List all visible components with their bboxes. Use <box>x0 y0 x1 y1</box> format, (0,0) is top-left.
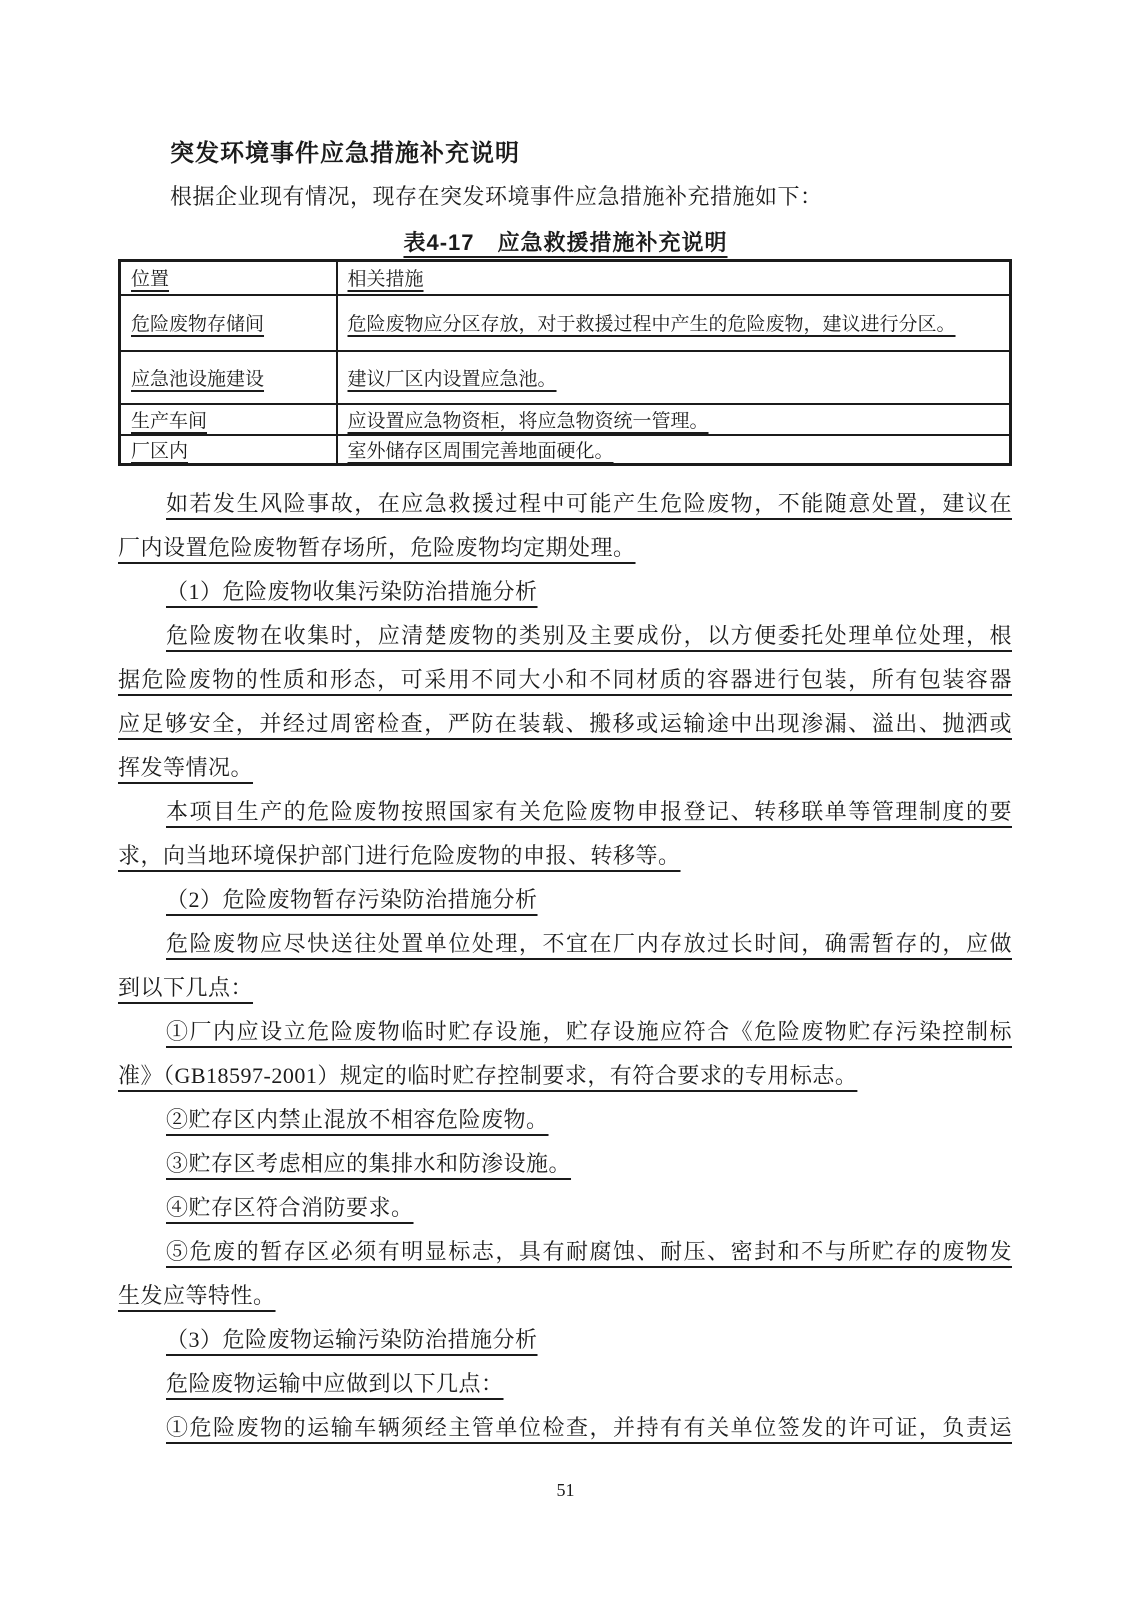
intro-paragraph: 根据企业现有情况，现存在突发环境事件应急措施补充措施如下： <box>170 184 823 209</box>
body-line-text: ③贮存区考虑相应的集排水和防渗设施。 <box>166 1151 572 1176</box>
body-line <box>118 1098 1012 1142</box>
body-line <box>118 1186 1012 1230</box>
body-line <box>118 834 1012 878</box>
table-caption: 表4-17 应急救援措施补充说明 <box>403 230 728 255</box>
cell-measure-text: 室外储存区周围完善地面硬化。 <box>347 440 614 462</box>
body-line <box>118 922 1012 966</box>
body-line <box>118 482 1012 526</box>
cell-location-text: 危险废物存储间 <box>131 314 265 335</box>
body-line-text: 本项目生产的危险废物按照国家有关危险废物申报登记、转移联单等管理制度的要 <box>166 799 1012 824</box>
body-line <box>118 526 1012 570</box>
body-line-text: 危险废物在收集时，应清楚废物的类别及主要成份，以方便委托处理单位处理，根 <box>166 623 1012 648</box>
body-line-text: 据危险废物的性质和形态，可采用不同大小和不同材质的容器进行包装，所有包装容器 <box>118 667 1012 692</box>
body-line-text: ①危险废物的运输车辆须经主管单位检查，并持有有关单位签发的许可证，负责运 <box>166 1415 1012 1440</box>
body-line <box>118 966 1012 1010</box>
cell-location <box>120 404 337 435</box>
body-line <box>118 1274 1012 1318</box>
cell-measure <box>337 295 1011 351</box>
body-line-text: 求，向当地环境保护部门进行危险废物的申报、转移等。 <box>118 843 681 868</box>
body-text <box>118 482 1012 1450</box>
table-header-row <box>120 261 1011 295</box>
body-line <box>118 702 1012 746</box>
table-caption-row <box>0 226 1131 257</box>
body-line-text: （1）危险废物收集污染防治措施分析 <box>166 579 538 604</box>
body-line-text: 到以下几点： <box>118 975 254 1000</box>
body-line <box>118 1010 1012 1054</box>
page-number: 51 <box>556 1480 575 1500</box>
body-line <box>118 878 1012 922</box>
body-line-text: （2）危险废物暂存污染防治措施分析 <box>166 887 538 912</box>
cell-measure-text: 危险废物应分区存放，对于救援过程中产生的危险废物，建议进行分区。 <box>347 314 956 335</box>
body-line-text: 厂内设置危险废物暂存场所，危险废物均定期处理。 <box>118 535 636 560</box>
cell-location <box>120 435 337 465</box>
cell-measure-text: 建议厂区内设置应急池。 <box>347 368 557 390</box>
body-line-text: 危险废物运输中应做到以下几点： <box>166 1371 504 1396</box>
table-row <box>120 435 1011 465</box>
body-line <box>118 614 1012 658</box>
table-row <box>120 351 1011 404</box>
body-line <box>118 658 1012 702</box>
cell-measure <box>337 435 1011 465</box>
cell-location-text: 厂区内 <box>131 440 189 462</box>
body-line-text: 挥发等情况。 <box>118 755 254 780</box>
body-line <box>118 1406 1012 1450</box>
body-line-text: 危险废物应尽快送往处置单位处理，不宜在厂内存放过长时间，确需暂存的，应做 <box>166 931 1012 956</box>
header-cell-location <box>120 261 337 295</box>
body-line <box>118 1054 1012 1098</box>
body-line-text: 生发应等特性。 <box>118 1283 276 1308</box>
cell-location-text: 生产车间 <box>131 410 208 432</box>
cell-location-text: 应急池设施建设 <box>131 368 265 390</box>
body-line <box>118 746 1012 790</box>
body-line <box>118 790 1012 834</box>
page-title: 突发环境事件应急措施补充说明 <box>170 140 520 167</box>
header-label-location: 位置 <box>131 269 170 291</box>
cell-measure <box>337 404 1011 435</box>
body-line <box>118 1230 1012 1274</box>
body-line-text: （3）危险废物运输污染防治措施分析 <box>166 1327 538 1352</box>
table-row <box>120 295 1011 351</box>
body-line-text: ④贮存区符合消防要求。 <box>166 1195 414 1220</box>
body-line <box>118 570 1012 614</box>
body-line-text: ①厂内应设立危险废物临时贮存设施，贮存设施应符合《危险废物贮存污染控制标 <box>166 1019 1012 1044</box>
cell-measure-text: 应设置应急物资柜，将应急物资统一管理。 <box>347 410 709 432</box>
body-line <box>118 1142 1012 1186</box>
table-row <box>120 404 1011 435</box>
cell-measure <box>337 351 1011 404</box>
body-line <box>118 1362 1012 1406</box>
cell-location <box>120 295 337 351</box>
body-line <box>118 1318 1012 1362</box>
body-line-text: 准》（GB18597-2001）规定的临时贮存控制要求，有符合要求的专用标志。 <box>118 1063 858 1088</box>
header-label-measure: 相关措施 <box>347 269 424 291</box>
emergency-measures-table <box>118 259 1012 466</box>
body-line-text: ⑤危废的暂存区必须有明显标志，具有耐腐蚀、耐压、密封和不与所贮存的废物发 <box>166 1239 1012 1264</box>
cell-location <box>120 351 337 404</box>
body-line-text: 如若发生风险事故，在应急救援过程中可能产生危险废物，不能随意处置，建议在 <box>166 491 1012 516</box>
header-cell-measure <box>337 261 1011 295</box>
body-line-text: 应足够安全，并经过周密检查，严防在装载、搬移或运输途中出现渗漏、溢出、抛洒或 <box>118 711 1012 736</box>
body-line-text: ②贮存区内禁止混放不相容危险废物。 <box>166 1107 549 1132</box>
